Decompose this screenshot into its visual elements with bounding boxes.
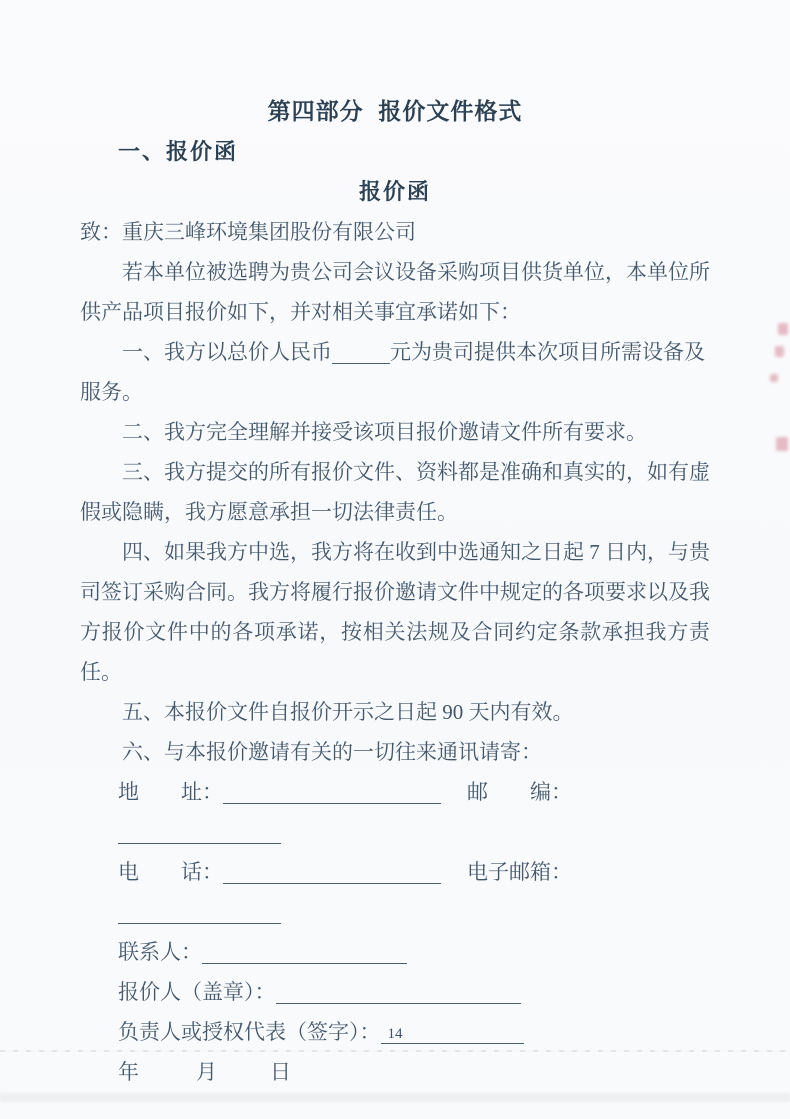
phone-email-row <box>80 852 710 932</box>
addressee-line: 致：重庆三峰环境集团股份有限公司 <box>80 220 416 244</box>
date-line <box>80 1052 710 1092</box>
item-3-line-1: 三、我方提交的所有报价文件、资料都是准确和真实的，如有虚 <box>122 460 710 484</box>
intro-line-1: 若本单位被选聘为贵公司会议设备采购项目供货单位，本单位所 <box>122 260 710 284</box>
section-heading: 一、报价函 <box>118 139 239 164</box>
item-5-line: 五、本报价文件自报价开示之日起 90 天内有效。 <box>122 700 574 724</box>
price-line-prefix: 一、我方以总价人民币 <box>122 340 332 364</box>
phone-blank <box>223 859 441 884</box>
price-blank <box>332 339 390 364</box>
red-stamp-fragment <box>778 323 788 335</box>
address-label: 地 址： <box>118 780 223 804</box>
year-label: 年 <box>118 1060 139 1084</box>
item-2-line: 二、我方完全理解并接受该项目报价邀请文件所有要求。 <box>122 420 647 444</box>
item-4-line-3: 方报价文件中的各项承诺，按相关法规及合同约定条款承担我方责 <box>80 620 710 644</box>
page-number: 14 <box>387 1026 403 1042</box>
contact-row <box>80 932 710 972</box>
email-label: 电子邮箱： <box>467 860 572 884</box>
page-title: 第四部分 报价文件格式 <box>267 99 523 124</box>
day-label: 日 <box>270 1060 291 1084</box>
quoter-label: 报价人（盖章）： <box>118 980 276 1004</box>
address-blank <box>223 779 441 804</box>
price-line <box>80 332 710 372</box>
red-stamp-fragment <box>775 346 784 357</box>
item-4-line-2: 司签订采购合同。我方将履行报价邀请文件中规定的各项要求以及我 <box>80 580 710 604</box>
red-stamp-fragment <box>776 437 788 451</box>
red-stamp-fragment <box>770 374 778 382</box>
item-4-line-4: 任。 <box>80 660 122 684</box>
letter-title: 报价函 <box>358 179 431 204</box>
price-line-continuation: 服务。 <box>80 380 143 404</box>
address-postcode-row <box>80 772 710 852</box>
scan-bottom-strip <box>0 1093 790 1102</box>
document-body <box>80 0 710 1092</box>
postcode-label: 邮 编： <box>467 780 572 804</box>
email-blank <box>118 899 281 924</box>
item-4-line-1: 四、如果我方中选，我方将在收到中选通知之日起 7 日内，与贵 <box>122 540 710 564</box>
postcode-blank <box>118 819 281 844</box>
representative-label: 负责人或授权代表（签字）： <box>118 1020 381 1044</box>
contact-blank <box>202 939 407 964</box>
contact-label: 联系人： <box>118 940 202 964</box>
phone-label: 电 话： <box>118 860 223 884</box>
scan-artifact-line <box>0 1050 790 1052</box>
month-label: 月 <box>196 1060 217 1084</box>
item-3-line-2: 假或隐瞒，我方愿意承担一切法律责任。 <box>80 500 458 524</box>
item-6-line: 六、与本报价邀请有关的一切往来通讯请寄： <box>122 740 542 764</box>
price-line-suffix: 元为贵司提供本次项目所需设备及 <box>390 340 705 364</box>
quoter-row <box>80 972 710 1012</box>
intro-line-2: 供产品项目报价如下，并对相关事宜承诺如下： <box>80 300 521 324</box>
quoter-seal-blank <box>276 979 521 1004</box>
